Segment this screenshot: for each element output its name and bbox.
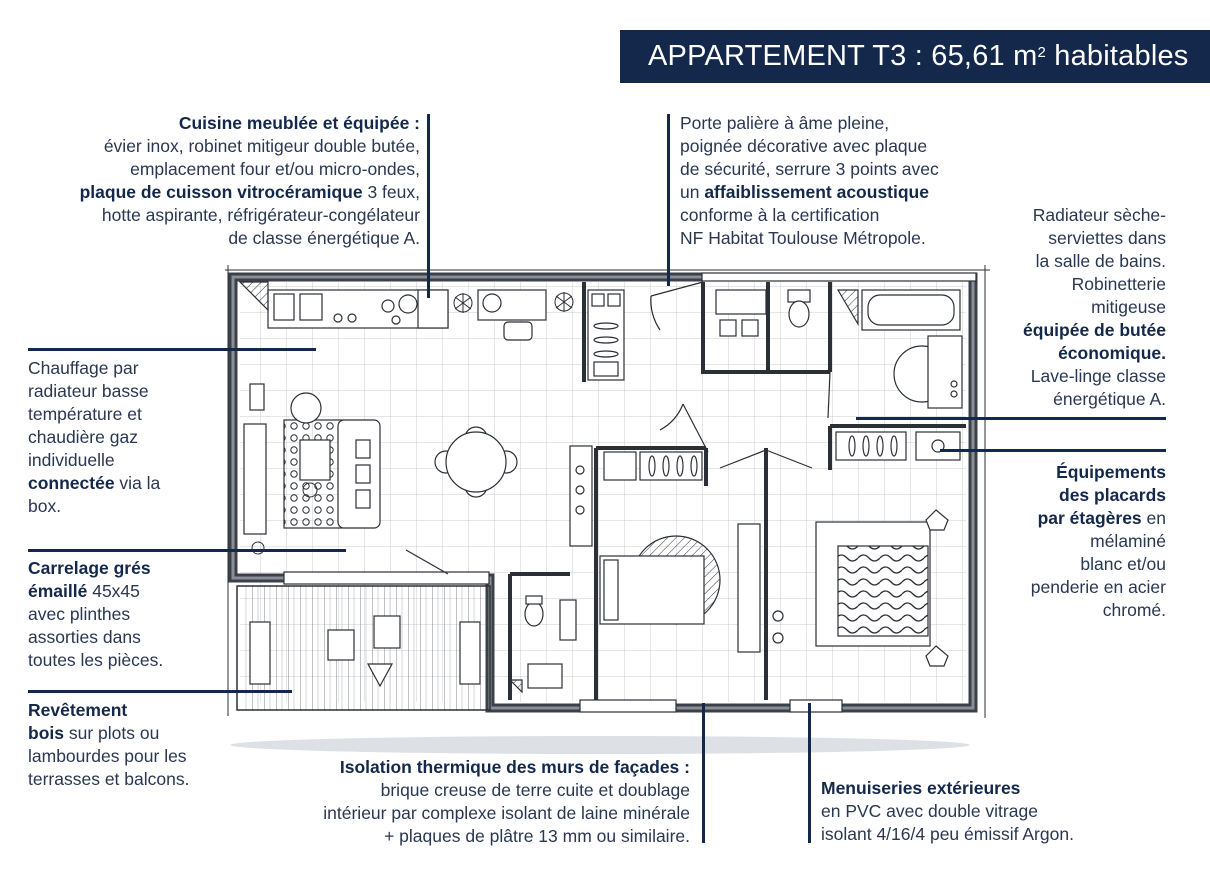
plan-shadow [230, 736, 970, 754]
kitchen-line: de classe énergétique A. [228, 228, 420, 248]
insulation-leader [702, 703, 705, 843]
wood-note [28, 699, 228, 791]
closets-bold: Équipements [1056, 462, 1166, 482]
title-suffix: habitables [1046, 40, 1189, 72]
washer [836, 432, 960, 460]
kitchen-line: hotte aspirante, réfrigérateur-congélateur [101, 205, 420, 225]
wood-bold: Revêtement [28, 700, 128, 720]
closets-line: chromé. [1102, 600, 1166, 620]
door-leader [667, 114, 670, 286]
bathroom-bold: économique. [1058, 343, 1166, 363]
bathroom-line: énergétique A. [1053, 389, 1166, 409]
bathroom-line: serviettes dans [1048, 228, 1166, 248]
door-note [680, 112, 1000, 250]
heating-bold: connectée [28, 473, 115, 493]
wood-line: terrasses et balcons. [28, 769, 190, 789]
closets-line: mélaminé [1090, 531, 1166, 551]
heating-note [28, 357, 208, 518]
insulation-line: + plaques de plâtre 13 mm ou similaire. [384, 826, 690, 846]
closets-line: en [1141, 508, 1166, 528]
door-line: de sécurité, serrure 3 points avec [680, 159, 939, 179]
heating-line: box. [28, 496, 62, 516]
kitchen-line: évier inox, robinet mitigeur double butée, [103, 136, 420, 156]
bathroom-note [966, 204, 1166, 411]
wood-leader [28, 690, 292, 693]
heating-line: radiateur basse [28, 381, 149, 401]
kitchen-line: 3 feux, [362, 182, 420, 202]
heating-line: température et [28, 404, 142, 424]
heating-line: Chauffage par [28, 358, 139, 378]
windows-line: isolant 4/16/4 peu émissif Argon. [821, 824, 1074, 844]
title-sup: 2 [1037, 44, 1047, 61]
insulation-note [260, 756, 690, 848]
bathroom-line: la salle de bains. [1035, 251, 1166, 271]
heating-line: via la [114, 473, 161, 493]
kitchen-heading: Cuisine meublée et équipée : [178, 113, 420, 133]
door-line: un [680, 182, 705, 202]
closets-note [966, 461, 1166, 622]
insulation-line: intérieur par complexe isolant de laine minérale [323, 803, 690, 823]
tiles-bold: émaillé [28, 581, 88, 601]
bathroom-line: Radiateur sèche- [1032, 205, 1166, 225]
closets-line: blanc et/ou [1080, 554, 1166, 574]
bathroom-leader [856, 417, 1166, 420]
tiles-line: assorties dans [28, 627, 141, 647]
heating-line: individuelle [28, 450, 115, 470]
title-banner [620, 30, 1210, 83]
windows-note [821, 777, 1121, 846]
door-line: NF Habitat Toulouse Métropole. [680, 228, 926, 248]
bathroom-line: mitigeuse [1091, 297, 1166, 317]
tiles-leader [28, 549, 346, 552]
kitchen-bold: plaque de cuisson vitrocéramique [79, 182, 363, 202]
door-line: Porte palière à âme pleine, [680, 113, 890, 133]
heating-line: chaudière gaz [28, 427, 138, 447]
bed-icon [816, 510, 948, 666]
kitchen-leader [427, 114, 430, 298]
tiles-bold: Carrelage grés [28, 558, 151, 578]
windows-leader [808, 703, 811, 843]
insulation-heading: Isolation thermique des murs de façades : [339, 757, 690, 777]
closets-bold: des placards [1059, 485, 1166, 505]
closets-leader [940, 449, 1166, 452]
tiles-line: toutes les pièces. [28, 650, 164, 670]
entry-closet [588, 290, 624, 380]
bathroom-line: Lave-linge classe [1030, 366, 1166, 386]
tiles-note [28, 557, 208, 672]
tiles-line: 45x45 [87, 581, 140, 601]
closets-line: penderie en acier [1030, 577, 1166, 597]
heating-leader [28, 348, 316, 351]
door-bold: affaiblissement acoustique [704, 182, 929, 202]
insulation-line: brique creuse de terre cuite et doublage [380, 780, 690, 800]
bathroom-bold: équipée de butée [1023, 320, 1166, 340]
tiles-line: avec plinthes [28, 604, 131, 624]
title-prefix: APPARTEMENT T3 : 65,61 m [648, 40, 1038, 72]
windows-heading: Menuiseries extérieures [821, 778, 1021, 798]
wood-line: sur plots ou [63, 723, 160, 743]
kitchen-line: emplacement four et/ou micro-ondes, [130, 159, 420, 179]
bathroom-line: Robinetterie [1071, 274, 1166, 294]
door-line: poignée décorative avec plaque [680, 136, 928, 156]
door-line: conforme à la certification [680, 205, 880, 225]
windows-line: en PVC avec double vitrage [821, 801, 1038, 821]
wood-line: lambourdes pour les [28, 746, 187, 766]
kitchen-note [40, 112, 420, 250]
wood-bold: bois [28, 723, 64, 743]
closets-bold: par étagères [1037, 508, 1142, 528]
